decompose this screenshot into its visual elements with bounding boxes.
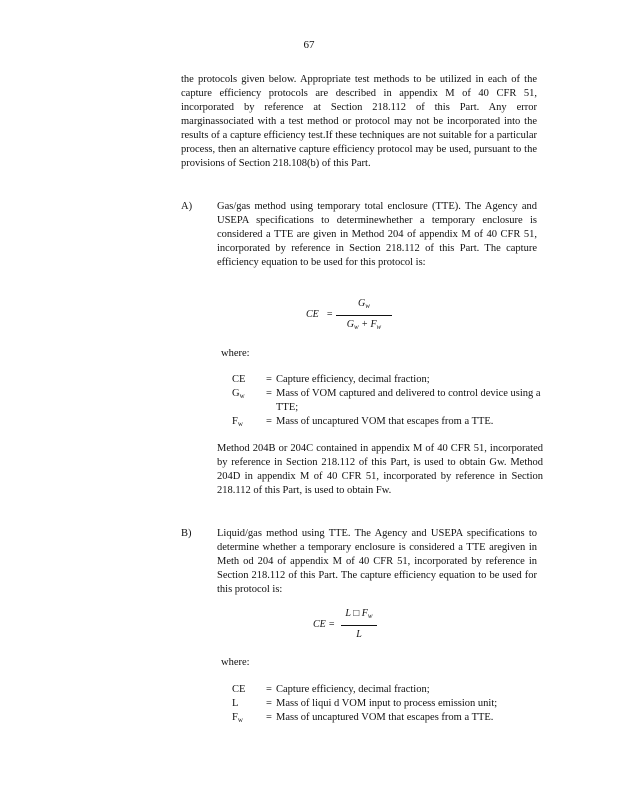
definition-text: Mass of uncaptured VOM that escapes from a TTE. [276,712,494,723]
formula-b-equals: = [328,619,336,630]
definition-row [232,697,552,711]
section-b-where: where: [221,657,250,668]
section-a-method-note: Method 204B or 204C contained in appendix M of 40 CFR 51, incorporated by reference in Section 218.112 of this Part, is used to obtain Gw. Method 204D in appendix M of 40 CFR 51, incorporated by reference in Section 218.112 of this Part, is used to obtain Fw. [217,443,543,496]
section-a-definitions [232,373,552,431]
formula-b-lhs [313,618,335,632]
definition-equals: = [266,712,272,723]
definition-symbol: CE [232,684,246,695]
definition-equals: = [266,374,272,385]
capture-efficiency-formula-a [306,297,396,333]
definition-text: Mass of liqui d VOM input to process emission unit; [276,698,498,709]
section-a-paragraph: Gas/gas method using temporary total enclosure (TTE). The Agency and USEPA specifications to determinewhether a temporary enclosure is considered a TTE are given in Method 204 of appendix M of 40 CFR 51, incorporated by reference in Section 218.112 of this Part. The capture efficiency equation to be used for this protocol is: [217,201,537,268]
definition-row [232,415,552,431]
definition-symbol: $F_w$ [232,712,243,724]
definition-text: Capture efficiency, decimal fraction; [276,374,430,385]
section-b-label: B) [181,528,192,539]
formula-b-numerator: L □ $F_w$ [345,608,373,620]
section-a-where: where: [221,348,250,359]
section-b-definitions [232,683,552,727]
formula-a-ce: CE [306,309,319,320]
definition-equals: = [266,388,272,399]
formula-a-equals: = [326,309,334,320]
definition-text: Mass of uncaptured VOM that escapes from a TTE. [276,416,494,427]
definition-symbol: CE [232,374,246,385]
formula-b-ce: CE [313,619,326,630]
formula-b-fraction [341,607,377,642]
definition-text: Mass of VOM captured and delivered to control device using a TTE; [276,388,541,413]
definition-row [232,683,552,697]
formula-a-lhs [306,308,333,322]
capture-efficiency-formula-b [313,607,393,641]
definition-row [232,387,552,415]
page-number: 67 [303,39,315,51]
formula-a-denominator: $G_w + F_w$ [346,319,382,331]
formula-a-fraction [336,297,392,334]
definition-equals: = [266,684,272,695]
formula-a-fraction-bar [336,315,392,316]
definition-equals: = [266,416,272,427]
definition-symbol: L [232,698,239,709]
intro-paragraph: the protocols given below. Appropriate test methods to be utilized in each of the capture efficiency protocols are described in appendix M of 40 CFR 51, incorporated by reference at Section 218.112 of this Part. Any error marginassociated with a test method or protocol may not be incorporated into the results of a capture efficiency test.If these techniques are not suitable for a particular process, then an alternative capture efficiency protocol may be used, pursuant to the provisions of Section 218.108(b) of this Part. [181,74,537,169]
definition-symbol: $G_w$ [232,388,245,400]
definition-symbol: $F_w$ [232,416,243,428]
section-b-paragraph: Liquid/gas method using TTE. The Agency and USEPA specifications to determine whether a temporary enclosure is considered a TTE aregiven in Meth od 204 of appendix M of 40 CFR 51, incorporated by reference in Section 218.112 of this Part. The capture efficiency equation to be used for this protocol is: [217,528,537,595]
definition-equals: = [266,698,272,709]
definition-row [232,373,552,387]
section-a-label: A) [181,201,193,212]
formula-b-fraction-bar [341,625,377,626]
definition-row [232,711,552,727]
definition-text: Capture efficiency, decimal fraction; [276,684,430,695]
formula-b-denominator: L [356,629,362,640]
formula-a-numerator: $G_w$ [358,298,370,310]
